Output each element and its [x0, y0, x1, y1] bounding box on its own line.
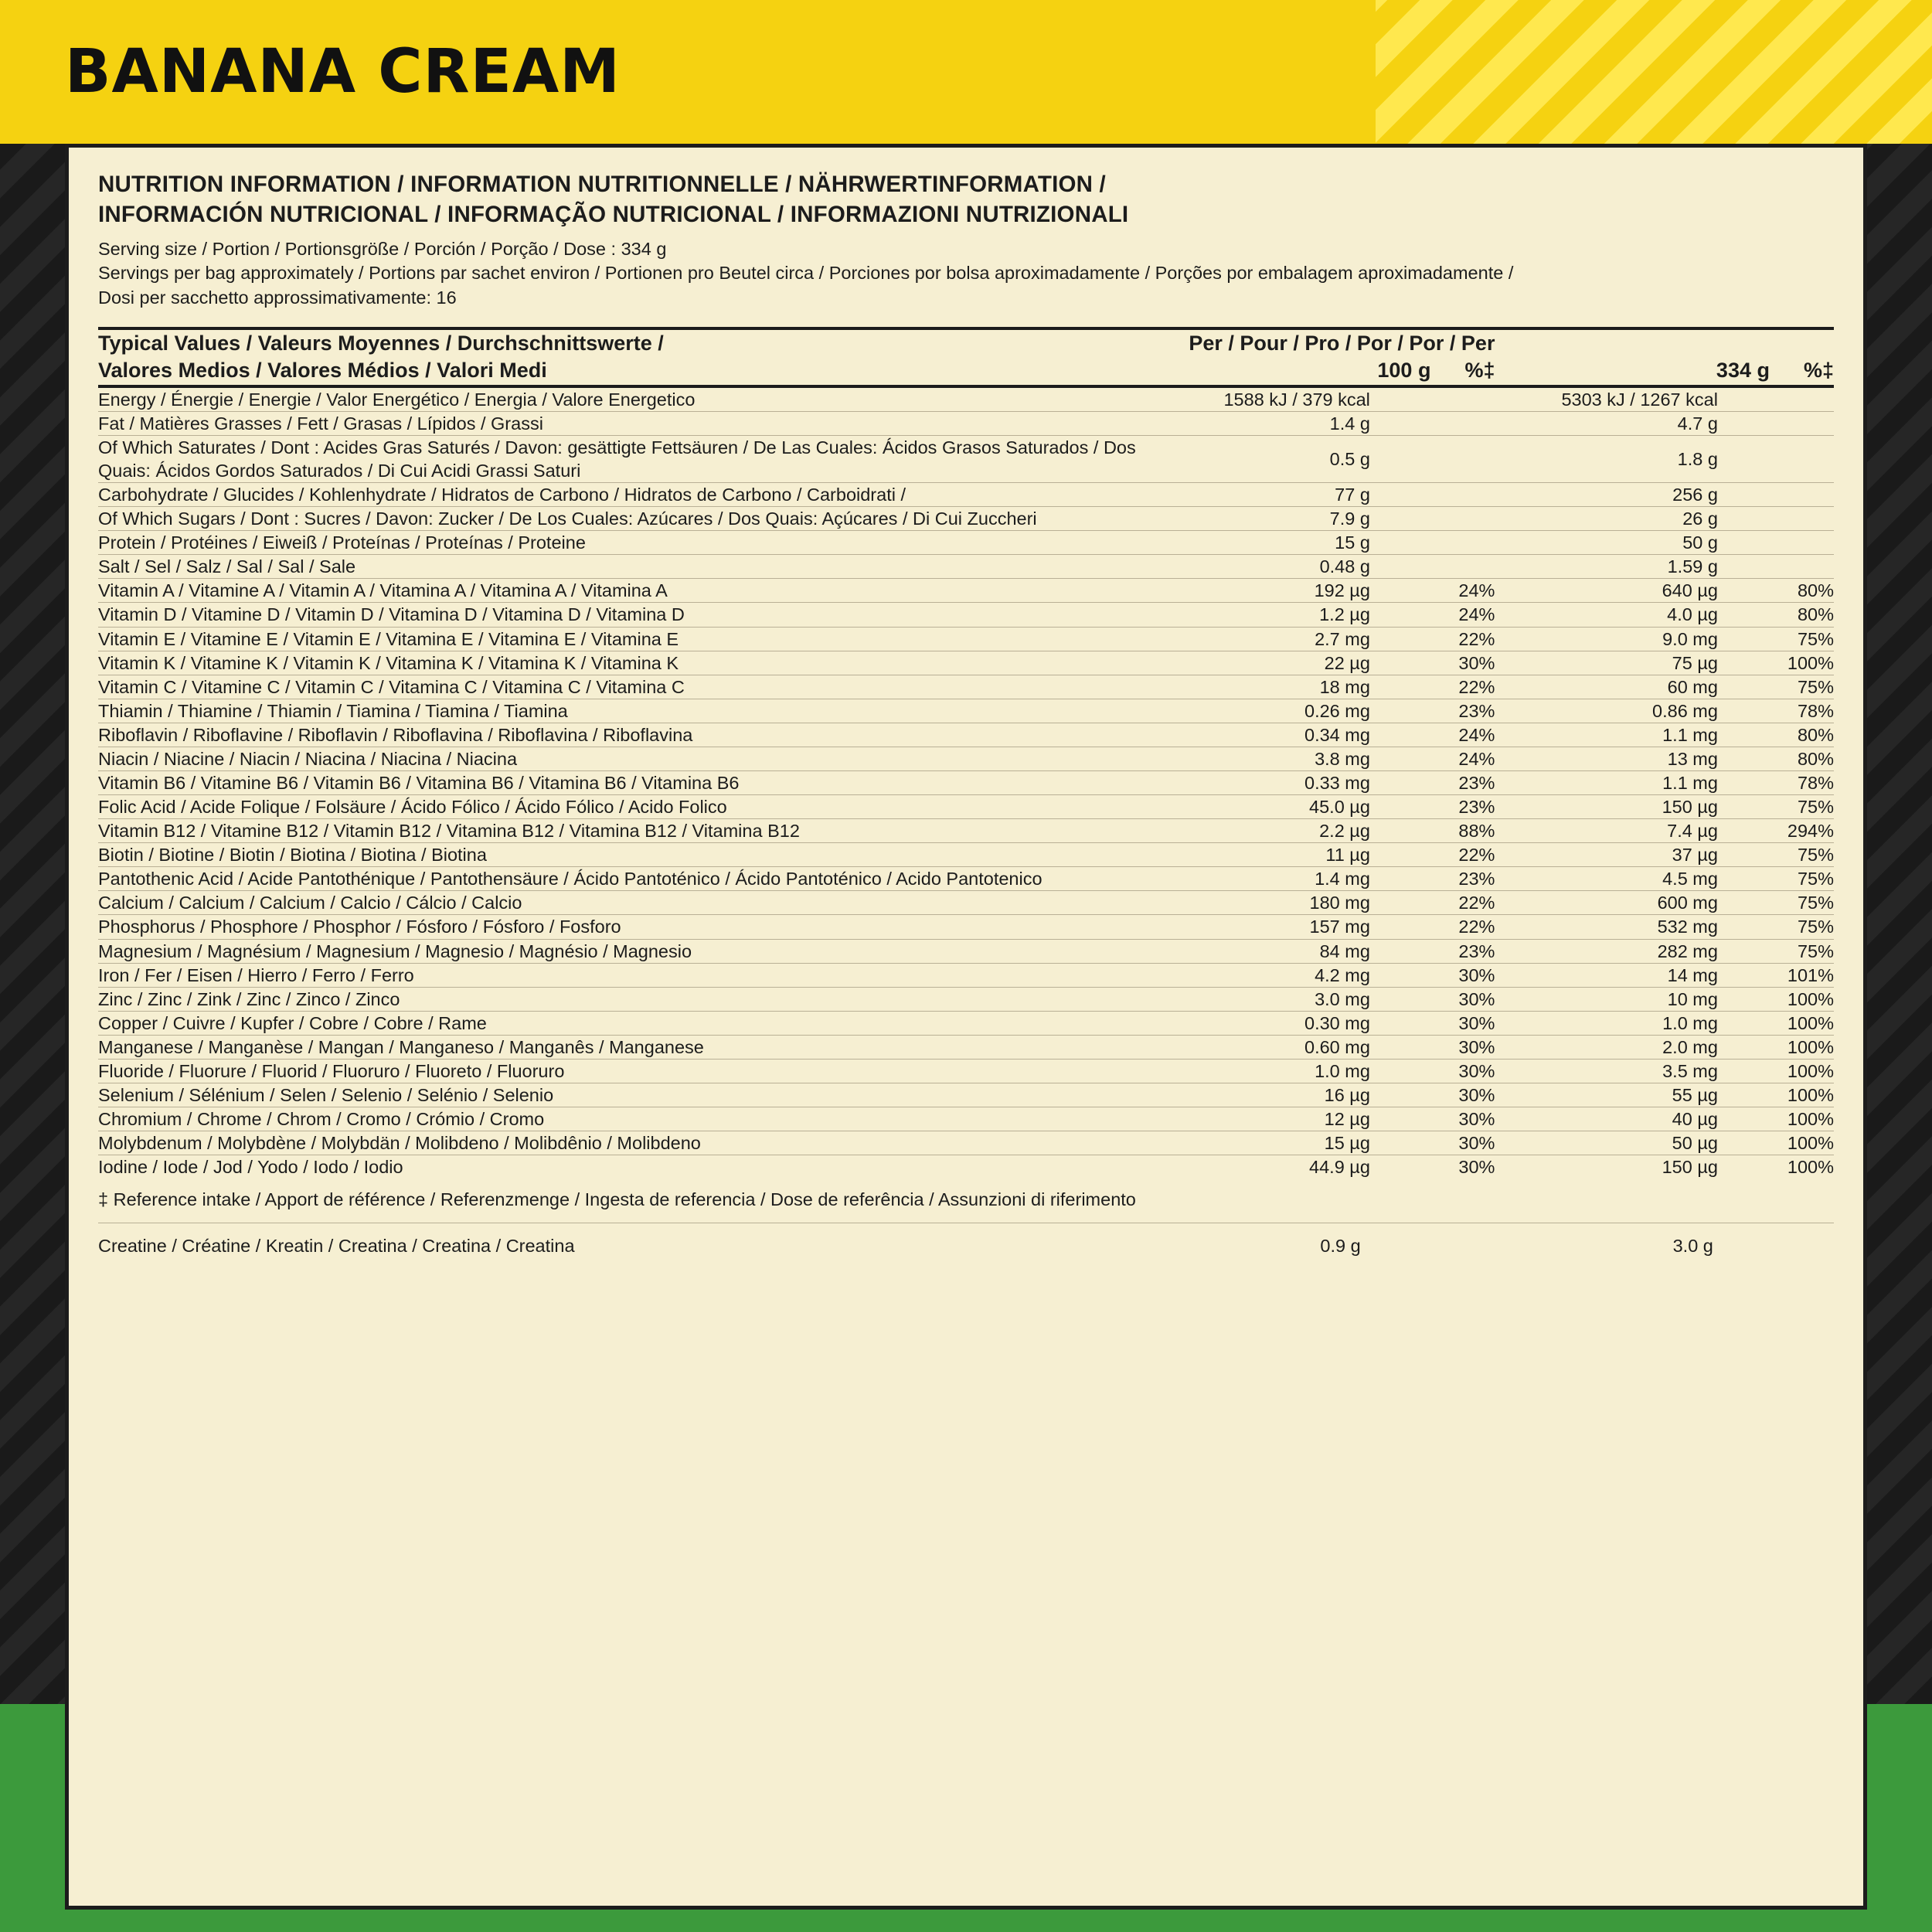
value-per-100g: 0.60 mg: [1141, 1035, 1370, 1059]
percent-per-334g: 75%: [1718, 867, 1834, 891]
table-row: [98, 386, 1834, 412]
reference-intake-note: ‡ Reference intake / Apport de référence / Referenzmenge / Ingesta de referencia / Dose de referência / Assunzioni di riferimento: [98, 1179, 1834, 1223]
value-per-100g: 0.5 g: [1141, 435, 1370, 482]
table-row: [98, 1035, 1834, 1059]
nutrition-heading-line-2: INFORMACIÓN NUTRICIONAL / INFORMAÇÃO NUTRICIONAL / INFORMAZIONI NUTRIZIONALI: [98, 202, 1129, 228]
value-per-100g: 2.2 µg: [1141, 819, 1370, 843]
nutrient-name: Zinc / Zinc / Zink / Zinc / Zinco / Zinco: [98, 987, 1141, 1011]
percent-per-100g: 23%: [1370, 939, 1495, 963]
value-per-334g: 13 mg: [1495, 747, 1717, 770]
table-row: [98, 483, 1834, 507]
table-row: [98, 1155, 1834, 1179]
percent-per-100g: 24%: [1370, 579, 1495, 603]
percent-per-100g: 22%: [1370, 627, 1495, 651]
typical-values-line-1: Typical Values / Valeurs Moyennes / Durchschnittswerte /: [98, 331, 664, 355]
value-per-334g: 1.59 g: [1495, 555, 1717, 579]
table-row: [98, 1083, 1834, 1107]
table-row: [98, 891, 1834, 915]
value-per-100g: 44.9 µg: [1309, 1157, 1370, 1178]
value-per-334g: 150 µg: [1495, 795, 1717, 819]
percent-per-100g: 23%: [1370, 699, 1495, 723]
percent-per-334g: 100%: [1718, 1107, 1834, 1131]
table-row: [98, 411, 1834, 435]
percent-ri-label-1: %‡: [1464, 359, 1495, 383]
percent-per-100g: 23%: [1370, 795, 1495, 819]
percent-per-334g: 78%: [1718, 771, 1834, 795]
creatine-label: Creatine / Créatine / Kreatin / Creatina / Creatina / Creatina: [98, 1236, 575, 1257]
table-row: [98, 531, 1834, 555]
value-per-334g: 10 mg: [1495, 987, 1717, 1011]
table-row: [98, 819, 1834, 843]
percent-per-334g: 100%: [1718, 987, 1834, 1011]
value-per-334g: 14 mg: [1495, 963, 1717, 987]
percent-per-334g: 100%: [1718, 1059, 1834, 1083]
creatine-table: [98, 1223, 1834, 1264]
percent-per-100g: 30%: [1370, 1011, 1495, 1035]
percent-per-334g: 100%: [1718, 1035, 1834, 1059]
percent-per-334g: 100%: [1718, 1083, 1834, 1107]
percent-per-100g: 30%: [1458, 1157, 1495, 1178]
nutrition-panel: [65, 144, 1867, 1910]
percent-per-100g: 30%: [1370, 1083, 1495, 1107]
value-per-100g: 0.30 mg: [1141, 1011, 1370, 1035]
value-per-334g: 640 µg: [1495, 579, 1717, 603]
percent-per-100g: 88%: [1370, 819, 1495, 843]
value-per-334g: 4.5 mg: [1495, 867, 1717, 891]
percent-per-334g: 80%: [1718, 747, 1834, 770]
percent-per-100g: 30%: [1370, 963, 1495, 987]
value-per-100g: 15 g: [1141, 531, 1370, 555]
value-per-100g: 15 µg: [1141, 1131, 1370, 1155]
value-per-100g: 1.0 mg: [1141, 1059, 1370, 1083]
nutrient-name: Protein / Protéines / Eiweiß / Proteínas / Proteínas / Proteine: [98, 531, 1141, 555]
percent-per-100g: 24%: [1370, 603, 1495, 627]
per-100g-label: 100 g: [1377, 359, 1431, 383]
creatine-pct-334g: [1716, 1223, 1834, 1264]
nutrient-name: Riboflavin / Riboflavine / Riboflavin / Riboflavina / Riboflavina / Riboflavina: [98, 723, 1141, 747]
percent-per-100g: [1370, 531, 1495, 555]
value-per-334g: 75 µg: [1495, 651, 1717, 675]
nutrient-name: Copper / Cuivre / Kupfer / Cobre / Cobre / Rame: [98, 1011, 1141, 1035]
value-per-100g: 16 µg: [1141, 1083, 1370, 1107]
nutrient-name: Calcium / Calcium / Calcium / Calcio / Cálcio / Calcio: [98, 891, 1141, 915]
percent-per-100g: [1370, 411, 1495, 435]
nutrient-name: Molybdenum / Molybdène / Molybdän / Molibdeno / Molibdênio / Molibdeno: [98, 1131, 1141, 1155]
table-row: [98, 723, 1834, 747]
nutrient-name: Niacin / Niacine / Niacin / Niacina / Niacina / Niacina: [98, 747, 1141, 770]
nutrient-name: Fat / Matières Grasses / Fett / Grasas / Lípidos / Grassi: [98, 411, 1141, 435]
nutrient-name: Vitamin C / Vitamine C / Vitamin C / Vitamina C / Vitamina C / Vitamina C: [98, 675, 1141, 699]
percent-per-334g: 75%: [1718, 795, 1834, 819]
table-row: [98, 675, 1834, 699]
value-per-334g: 4.0 µg: [1495, 603, 1717, 627]
value-per-100g: 7.9 g: [1141, 507, 1370, 531]
percent-per-334g: [1718, 386, 1834, 412]
typical-values-line-2: Valores Medios / Valores Médios / Valori Medi: [98, 359, 547, 383]
nutrient-name: Fluoride / Fluorure / Fluorid / Fluoruro / Fluoreto / Fluoruro: [98, 1059, 1141, 1083]
value-per-100g: 84 mg: [1141, 939, 1370, 963]
value-per-334g: 1.0 mg: [1495, 1011, 1717, 1035]
value-per-100g: 1.2 µg: [1141, 603, 1370, 627]
table-row: [98, 651, 1834, 675]
value-per-334g: 4.7 g: [1495, 411, 1717, 435]
column-header-typical-values: [98, 328, 1141, 386]
value-per-100g: 2.7 mg: [1141, 627, 1370, 651]
table-row: [98, 555, 1834, 579]
percent-per-334g: 80%: [1718, 579, 1834, 603]
percent-per-334g: 80%: [1718, 603, 1834, 627]
table-row: [98, 435, 1834, 482]
percent-per-100g: 22%: [1370, 843, 1495, 867]
value-per-100g: 157 mg: [1141, 915, 1370, 939]
column-header-per-100g: [1141, 328, 1495, 386]
value-per-334g: 40 µg: [1495, 1107, 1717, 1131]
nutrient-name: Chromium / Chrome / Chrom / Cromo / Crómio / Cromo: [98, 1107, 1141, 1131]
value-per-334g: 600 mg: [1495, 891, 1717, 915]
nutrient-name: Pantothenic Acid / Acide Pantothénique / Pantothensäure / Ácido Pantoténico / Ácido Pantoténico / Acido Pantotenico: [98, 867, 1141, 891]
percent-per-334g: 100%: [1718, 1131, 1834, 1155]
percent-per-334g: 100%: [1718, 1011, 1834, 1035]
nutrient-name: Biotin / Biotine / Biotin / Biotina / Biotina / Biotina: [98, 843, 1141, 867]
table-row: [98, 747, 1834, 770]
percent-per-334g: 75%: [1718, 891, 1834, 915]
serving-info: [98, 237, 1834, 309]
nutrition-heading-line-1: NUTRITION INFORMATION / INFORMATION NUTRITIONNELLE / NÄHRWERTINFORMATION /: [98, 172, 1106, 197]
percent-per-100g: 22%: [1370, 915, 1495, 939]
value-per-100g: 1588 kJ / 379 kcal: [1141, 386, 1370, 412]
per-334g-label: 334 g: [1716, 359, 1770, 383]
value-per-100g: 0.48 g: [1141, 555, 1370, 579]
percent-per-100g: 30%: [1370, 1059, 1495, 1083]
value-per-334g: 60 mg: [1495, 675, 1717, 699]
nutrition-table: [98, 327, 1834, 1179]
value-per-100g: 1.4 g: [1141, 411, 1370, 435]
value-per-100g: 3.0 mg: [1141, 987, 1370, 1011]
value-per-334g: 37 µg: [1495, 843, 1717, 867]
value-per-334g: 5303 kJ / 1267 kcal: [1495, 386, 1717, 412]
nutrient-name: Vitamin B12 / Vitamine B12 / Vitamin B12 / Vitamina B12 / Vitamina B12 / Vitamina B12: [98, 819, 1141, 843]
percent-per-334g: [1718, 435, 1834, 482]
value-per-100g: 12 µg: [1141, 1107, 1370, 1131]
nutrient-name: Vitamin E / Vitamine E / Vitamin E / Vitamina E / Vitamina E / Vitamina E: [98, 627, 1141, 651]
percent-per-100g: 30%: [1370, 1035, 1495, 1059]
percent-per-100g: [1370, 386, 1495, 412]
value-per-334g: 3.5 mg: [1495, 1059, 1717, 1083]
top-brand-band: [0, 0, 1932, 144]
nutrient-name: Salt / Sel / Salz / Sal / Sal / Sale: [98, 555, 1141, 579]
percent-per-100g: 23%: [1370, 867, 1495, 891]
nutrient-name: Folic Acid / Acide Folique / Folsäure / Ácido Fólico / Ácido Fólico / Acido Folico: [98, 795, 1141, 819]
table-row: [98, 603, 1834, 627]
percent-per-334g: 78%: [1718, 699, 1834, 723]
nutrient-name: Thiamin / Thiamine / Thiamin / Tiamina / Tiamina / Tiamina: [98, 699, 1141, 723]
nutrition-heading: [98, 169, 1834, 230]
value-per-334g: 1.1 mg: [1495, 771, 1717, 795]
percent-per-100g: 24%: [1370, 723, 1495, 747]
percent-per-334g: [1718, 531, 1834, 555]
table-row: [98, 771, 1834, 795]
value-per-334g: 50 g: [1495, 531, 1717, 555]
percent-per-334g: [1718, 555, 1834, 579]
value-per-100g: 192 µg: [1141, 579, 1370, 603]
percent-per-334g: 75%: [1718, 627, 1834, 651]
nutrient-name: Of Which Sugars / Dont : Sucres / Davon: Zucker / De Los Cuales: Azúcares / Dos Quais: Açúcares / Di Cui Zuccheri: [98, 507, 1141, 531]
table-row: [98, 939, 1834, 963]
percent-ri-label-2: %‡: [1803, 359, 1834, 383]
creatine-pct-100g: [1364, 1223, 1491, 1264]
nutrient-name: Energy / Énergie / Energie / Valor Energético / Energia / Valore Energetico: [98, 386, 1141, 412]
diagonal-stripe-decoration: [1376, 0, 1932, 144]
percent-per-100g: [1370, 483, 1495, 507]
nutrient-name: Manganese / Manganèse / Mangan / Manganeso / Manganês / Manganese: [98, 1035, 1141, 1059]
nutrient-name: Vitamin K / Vitamine K / Vitamin K / Vitamina K / Vitamina K / Vitamina K: [98, 651, 1141, 675]
nutrient-name: Magnesium / Magnésium / Magnesium / Magnesio / Magnésio / Magnesio: [98, 939, 1141, 963]
percent-per-334g: 101%: [1718, 963, 1834, 987]
value-per-100g: 4.2 mg: [1141, 963, 1370, 987]
value-per-334g: 1.8 g: [1495, 435, 1717, 482]
value-per-334g: 50 µg: [1495, 1131, 1717, 1155]
percent-per-100g: 30%: [1370, 1131, 1495, 1155]
serving-size-text: Serving size / Portion / Portionsgröße / Porción / Porção / Dose : 334 g: [98, 239, 667, 260]
value-per-334g: 256 g: [1495, 483, 1717, 507]
nutrient-name: Selenium / Sélénium / Selen / Selenio / Selénio / Selenio: [98, 1083, 1141, 1107]
table-header-row: [98, 328, 1834, 386]
value-per-100g: 18 mg: [1141, 675, 1370, 699]
servings-per-bag-text-continued: Dosi per sacchetto approssimativamente: 16: [98, 287, 457, 308]
value-per-334g: 7.4 µg: [1495, 819, 1717, 843]
nutrient-name: Carbohydrate / Glucides / Kohlenhydrate / Hidratos de Carbono / Hidratos de Carbono / Carboidrati /: [98, 483, 1141, 507]
value-per-334g: 9.0 mg: [1495, 627, 1717, 651]
nutrient-name: Vitamin B6 / Vitamine B6 / Vitamin B6 / Vitamina B6 / Vitamina B6 / Vitamina B6: [98, 771, 1141, 795]
value-per-100g: 0.26 mg: [1141, 699, 1370, 723]
page-title: BANANA CREAM: [65, 37, 621, 107]
percent-per-100g: 22%: [1370, 891, 1495, 915]
value-per-100g: 45.0 µg: [1141, 795, 1370, 819]
value-per-334g: 26 g: [1495, 507, 1717, 531]
servings-per-bag-text: Servings per bag approximately / Portions par sachet environ / Portionen pro Beutel circa / Porciones por bolsa aproximadamente / Porções por embalagem aproximadamente /: [98, 263, 1514, 284]
nutrient-name: Phosphorus / Phosphore / Phosphor / Fósforo / Fósforo / Fosforo: [98, 915, 1141, 939]
table-row: [98, 1059, 1834, 1083]
table-row: [98, 627, 1834, 651]
percent-per-100g: 30%: [1370, 987, 1495, 1011]
creatine-per-100g: 0.9 g: [1320, 1236, 1361, 1257]
per-label: Per / Pour / Pro / Por / Por / Per: [1189, 331, 1495, 355]
value-per-334g: 55 µg: [1495, 1083, 1717, 1107]
table-row: [98, 843, 1834, 867]
value-per-334g: 282 mg: [1495, 939, 1717, 963]
percent-per-100g: 30%: [1370, 1107, 1495, 1131]
nutrient-name: Vitamin A / Vitamine A / Vitamin A / Vitamina A / Vitamina A / Vitamina A: [98, 579, 1141, 603]
percent-per-100g: 23%: [1370, 771, 1495, 795]
value-per-100g: 77 g: [1141, 483, 1370, 507]
value-per-334g: 2.0 mg: [1495, 1035, 1717, 1059]
percent-per-334g: 75%: [1718, 939, 1834, 963]
percent-per-334g: 294%: [1718, 819, 1834, 843]
value-per-100g: 1.4 mg: [1141, 867, 1370, 891]
value-per-100g: 22 µg: [1141, 651, 1370, 675]
table-row: [98, 579, 1834, 603]
table-row: [98, 1011, 1834, 1035]
table-row: [98, 987, 1834, 1011]
percent-per-100g: 22%: [1370, 675, 1495, 699]
percent-per-334g: 75%: [1718, 675, 1834, 699]
percent-per-334g: 100%: [1718, 651, 1834, 675]
table-row: [98, 795, 1834, 819]
percent-per-100g: [1370, 507, 1495, 531]
percent-per-334g: [1718, 483, 1834, 507]
percent-per-100g: [1370, 555, 1495, 579]
value-per-100g: 0.33 mg: [1141, 771, 1370, 795]
table-row: [98, 699, 1834, 723]
percent-per-334g: 75%: [1718, 915, 1834, 939]
nutrient-name: Iodine / Iode / Jod / Yodo / Iodo / Iodio: [98, 1157, 403, 1178]
percent-per-100g: 30%: [1370, 651, 1495, 675]
percent-per-334g: [1718, 411, 1834, 435]
percent-per-100g: [1370, 435, 1495, 482]
nutrient-name: Iron / Fer / Eisen / Hierro / Ferro / Ferro: [98, 963, 1141, 987]
table-row: [98, 867, 1834, 891]
value-per-100g: 11 µg: [1141, 843, 1370, 867]
percent-per-334g: 75%: [1718, 843, 1834, 867]
percent-per-334g: 100%: [1787, 1157, 1834, 1178]
table-row: [98, 1131, 1834, 1155]
table-row: [98, 963, 1834, 987]
percent-per-334g: [1718, 507, 1834, 531]
value-per-100g: 0.34 mg: [1141, 723, 1370, 747]
creatine-per-334g: 3.0 g: [1672, 1236, 1713, 1257]
table-row: [98, 507, 1834, 531]
table-row: [98, 915, 1834, 939]
value-per-100g: 180 mg: [1141, 891, 1370, 915]
column-header-per-334g: [1495, 328, 1834, 386]
value-per-334g: 532 mg: [1495, 915, 1717, 939]
value-per-334g: 1.1 mg: [1495, 723, 1717, 747]
percent-per-100g: 24%: [1370, 747, 1495, 770]
value-per-334g: 0.86 mg: [1495, 699, 1717, 723]
percent-per-334g: 80%: [1718, 723, 1834, 747]
value-per-334g: 150 µg: [1662, 1157, 1718, 1178]
table-row: [98, 1223, 1834, 1264]
table-row: [98, 1107, 1834, 1131]
nutrient-name: Vitamin D / Vitamine D / Vitamin D / Vitamina D / Vitamina D / Vitamina D: [98, 603, 1141, 627]
nutrient-name: Of Which Saturates / Dont : Acides Gras Saturés / Davon: gesättigte Fettsäuren / De Las Cuales: Ácidos Grasos Saturados / Dos Quais: Ácidos Gordos Saturados / Di Cui Acidi Grassi Saturi: [98, 435, 1141, 482]
value-per-100g: 3.8 mg: [1141, 747, 1370, 770]
